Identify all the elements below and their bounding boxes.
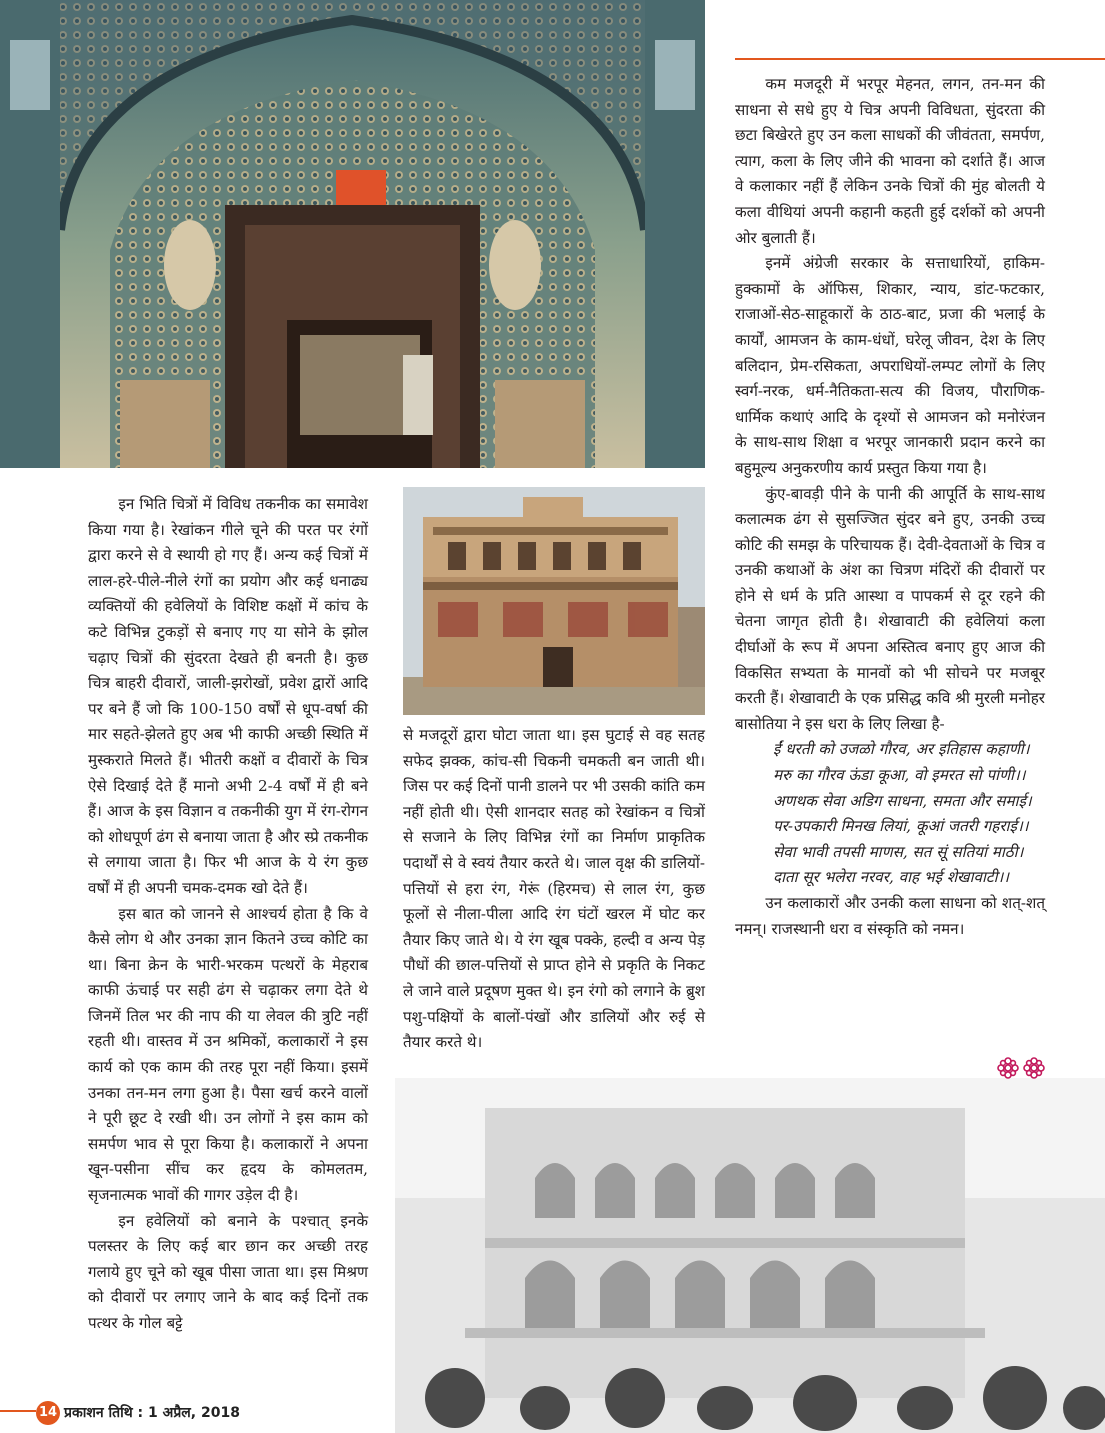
text-column-1 [88,492,368,1337]
haveli-gateway-photo [0,0,705,468]
publication-date: प्रकाशन तिथि : 1 अप्रैल, 2018 [64,1405,240,1421]
column1-paragraph-2: इस बात को जानने से आश्चर्य होता है कि वे कैसे लोग थे और उनका ज्ञान कितने उच्च कोटि का था। बिना क्रेन के भारी-भरकम पत्थरों के मेहराब काफी ऊंचाई पर सही ढंग से चढ़ाकर लगा देते थे जिनमें तिल भर की नाप की या लेवल की त्रुटि नहीं रहती थी। वास्तव में उन श्रमिकों, कलाकारों ने इस कार्य को एक काम की तरह पूरा नहीं किया। इसमें उनका तन-मन लगा हुआ है। पैसा खर्च करने वालों ने पूरी छूट दे रखी थी। उन लोगों ने इस काम को समर्पण भाव से पूरा किया है। कलाकारों ने अपना खून-पसीना सींच कर हृदय के कोमलतम, सृजनात्मक भावों की गागर उड़ेल दी है। [88,904,368,1205]
top-accent-rule [735,58,1105,60]
footer-accent-line [0,1410,36,1412]
column3-paragraph-4: उन कलाकारों और उनकी कला साधना को शत्-शत् नमन्। राजस्थानी धरा व संस्कृति को नमन। [735,894,1045,938]
haveli-building-photo [403,487,705,715]
flower-ornament-icon [996,1056,1020,1080]
column3-paragraph-2: इनमें अंग्रेजी सरकार के सत्ताधारियों, हाकिम-हुक्कामों के ऑफिस, शिकार, न्याय, डांट-फटकार, राजाओं-सेठ-साहूकारों के ठाठ-बाट, प्रजा की भलाई के कार्यों, आमजन के काम-धंधों, घरेलू जीवन, देश के लिए बलिदान, प्रेम-रसिकता, अपराधियों-लम्पट लोगों के लिए स्वर्ग-नरक, धर्म-नैतिकता-सत्य की विजय, पौराणिक-धार्मिक कथाएं आदि के दृश्यों से आमजन को मनोरंजन के साथ-साथ शिक्षा व भरपूर जानकारी प्रदान करने का बहुमूल्य अनुकरणीय कार्य प्रस्तुत किया गया है। [735,254,1045,477]
verse-line: पर-उपकारी मिनख लियां, कूआं जतरी गहराई।। [773,817,1029,836]
text-column-2 [403,723,705,1056]
column1-paragraph-3: इन हवेलियों को बनाने के पश्चात् इनके पलस्तर के लिए कई बार छान कर अच्छी तरह गलाये हुए चूने को खूब पीसा जाता था। इस मिश्रण को दीवारों पर लगाए जाने के बाद कई दिनों तक पत्थर के गोल बट्टे [88,1211,368,1332]
verse-line: दाता सूर भलेरा नरवर, वाह भई शेखावाटी।। [773,868,1010,887]
column2-paragraph-1: से मजदूरों द्वारा घोटा जाता था। इस घुटाई से वह सतह सफेद झक्क, कांच-सी चिकनी चमकती बन जाती थी। जिस पर कई दिनों पानी डालने पर भी उसकी कांति कम नहीं होती थी। ऐसी शानदार सतह को रेखांकन व चित्रों से सजाने के लिए विभिन्न रंगों का निर्माण प्राकृतिक पदार्थों से वे स्वयं तैयार करते थे। जाल वृक्ष की डालियों-पत्तियों से हरा रंग, गेरूं (हिरमच) से लाल रंग, कुछ फूलों से नीला-पीला आदि रंग घंटों खरल में घोट कर तैयार किए जाते थे। ये रंग खूब पक्के, हल्दी व अन्य पेड़ पौधों की छाल-पत्तियों से प्राप्त होने से प्रकृति के निकट ले जाने वाले प्रदूषण मुक्त थे। इन रंगो को लगाने के ब्रुश पशु-पक्षियों के बालों-पंखों और डालियों और रुई से तैयार करते थे। [403,726,705,1052]
text-column-3 [735,72,1045,942]
verse-line: मरु का गौरव ऊंडा कूआ, वो इमरत सो पांणी।। [773,766,1026,785]
column3-paragraph-3: कुंए-बावड़ी पीने के पानी की आपूर्ति के साथ-साथ कलात्मक ढंग से सुसज्जित सुंदर बने हुए, उनकी उच्च कोटि की समझ के परिचायक हैं। देवी-देवताओं के चित्र व उनकी कथाओं के अंश का चित्रण मंदिरों की दीवारों पर होने से धर्म के प्रति आस्था व पापकर्म से दूर रहने की चेतना जागृत होती है। शेखावाटी की हवेलियां कला दीर्घाओं के रूप में अपना अस्तित्व बनाए हुए आज की विकसित सभ्यता के मानवों को भी सोचने पर मजबूर करती हैं। शेखावाटी के एक प्रसिद्ध कवि श्री मुरली मनोहर बासोतिया ने इस धरा के लिए लिखा है- [735,484,1045,733]
column3-paragraph-1: कम मजदूरी में भरपूर मेहनत, लगन, तन-मन की साधना से सधे हुए ये चित्र अपनी विविधता, सुंदरता की छटा बिखेरते हुए उन कला साधकों की जीवंतता, समर्पण, त्याग, कला के लिए जीने की भावना को दर्शाते हैं। आज वे कलाकार नहीं हैं लेकिन उनके चित्रों की मुंह बोलती ये कला वीथियां अपनी कहानी कहती हुई दर्शकों को अपनी ओर बुलाती हैं। [735,75,1045,247]
flower-ornament-icon [1022,1056,1046,1080]
verse-line: ईं धरती को उजळो गौरव, अर इतिहास कहाणी। [773,740,1030,759]
verse-line: सेवा भावी तपसी माणस, सत सूं सतियां माठी। [773,842,1024,861]
verse-line: अणथक सेवा अडिग साधना, समता और समाई। [773,791,1032,810]
poem-verse [735,737,1045,891]
column1-paragraph-1: इन भिति चित्रों में विविध तकनीक का समावेश किया गया है। रेखांकन गीले चूने की परत पर रंगों द्वारा करने से वे स्थायी हो गए हैं। अन्य कई चित्रों में लाल-हरे-पीले-नीले रंगों का प्रयोग और कई धनाढ्य व्यक्तियों की हवेलियों के विशिष्ट कक्षों में कांच के कटे विभिन्न टुकड़ों से बनाए गए या सोने के झोल चढ़ाए चित्रों की सुंदरता देखते ही बनती है। कुछ चित्र बाहरी दीवारों, जाली-झरोखों, प्रवेश द्वारों आदि पर बने हैं जो कि 100-150 वर्षों से धूप-वर्षा की मार सहते-झेलते हुए अब भी काफी अच्छी स्थिति में मुस्कराते मिलते हैं। भीतरी कक्षों व दीवारों के चित्र ऐसे दिखाई देते हैं मानो अभी 2-4 वर्षों में ही बने हैं। आज के इस विज्ञान व तकनीकी युग में रंग-रोगन को शोधपूर्ण ढंग से बनाया जाता है और स्प्रे तकनीक से लगाया जाता है। फिर भी आज के ये रंग कुछ वर्षों में ही अपनी चमक-दमक खो देते हैं। [88,495,368,897]
page-number: 14 [36,1401,60,1425]
white-haveli-photo [395,1078,1105,1433]
